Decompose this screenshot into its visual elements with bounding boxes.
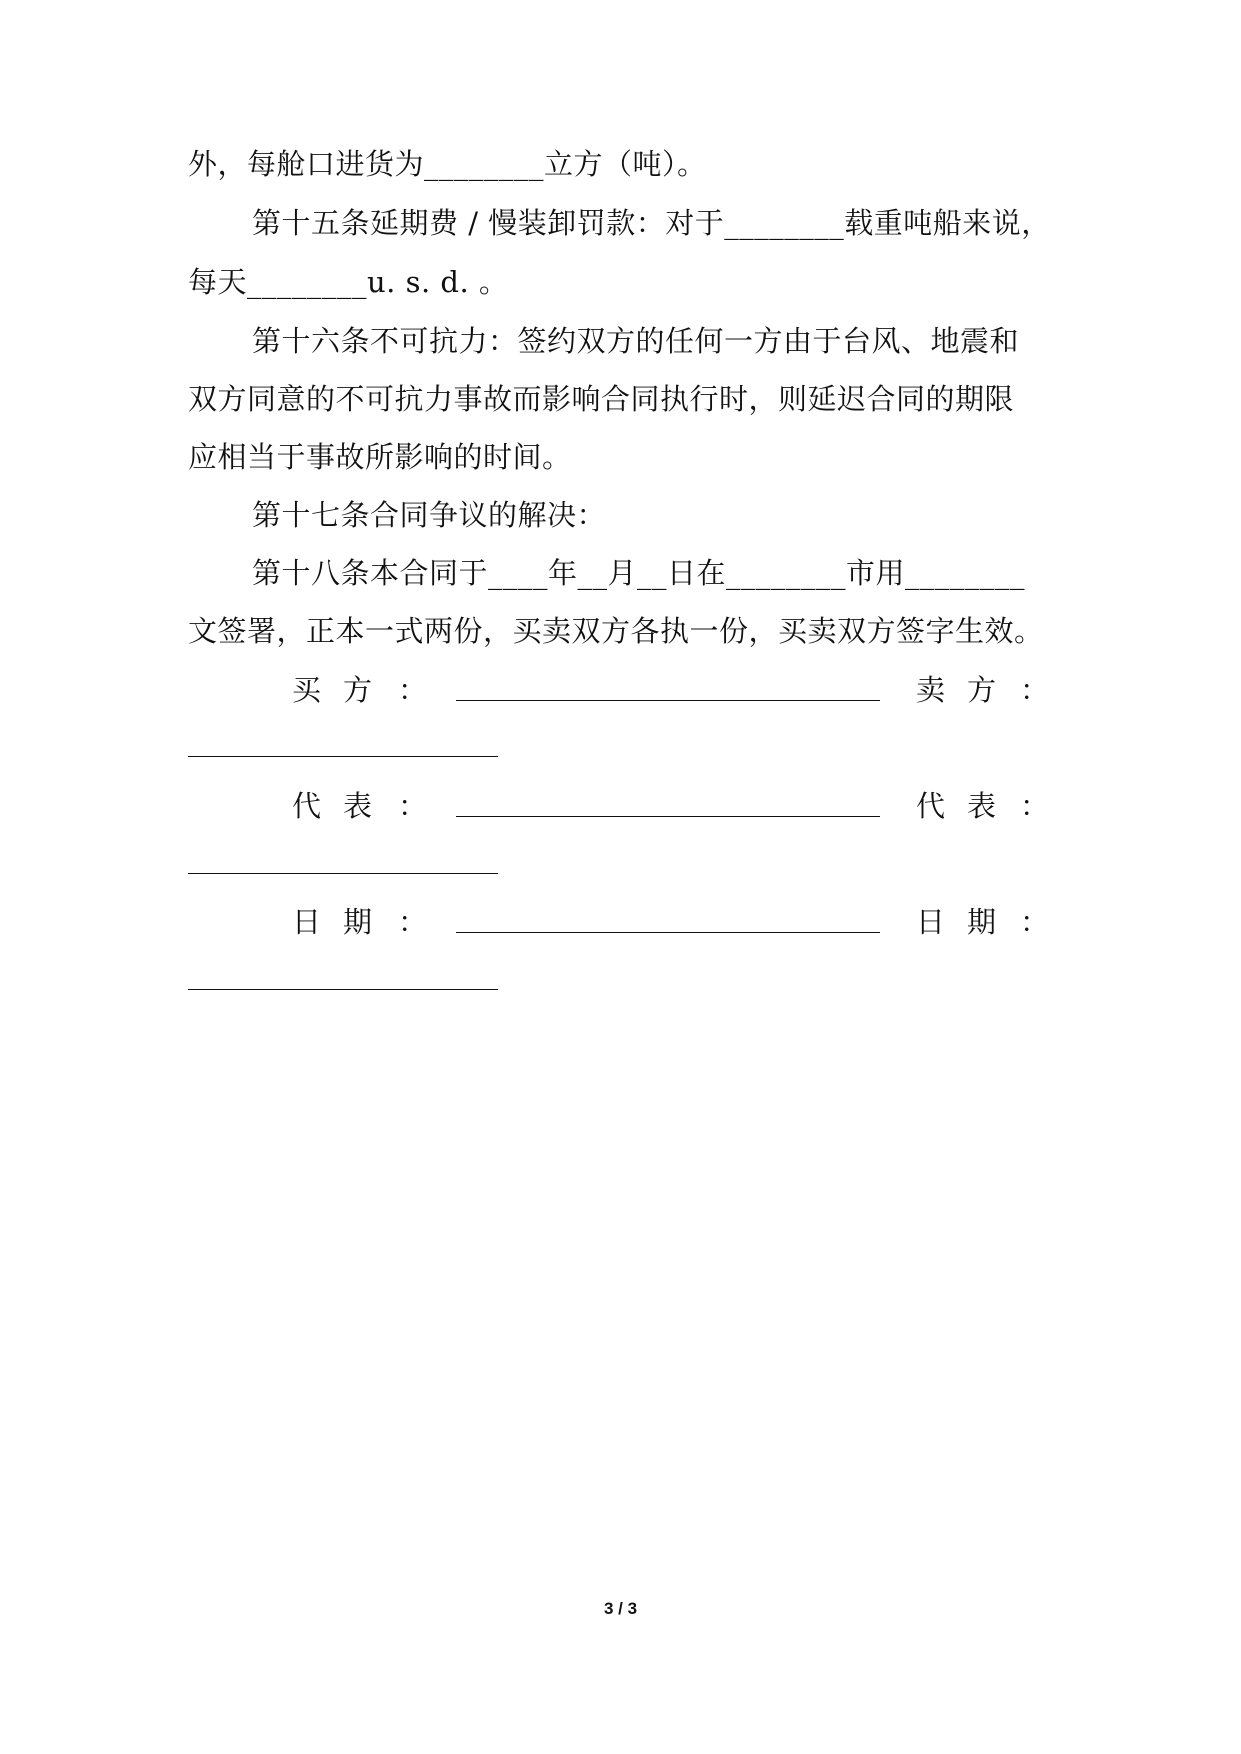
seller-date-label: 日期 [916, 905, 1019, 939]
buyer-date-label: 日期 [292, 905, 395, 939]
buyer-colon: ： [398, 673, 428, 707]
buyer-rep-label: 代表 [292, 789, 395, 823]
seller-colon: ： [1020, 673, 1050, 707]
signature-row-buyer-seller [188, 670, 1050, 710]
seller-date-blank[interactable] [188, 989, 498, 990]
signature-row-dates [188, 902, 1050, 942]
seller-rep-colon: ： [1020, 789, 1050, 823]
article-15-line-2: 每天________u. s. d. 。 [188, 265, 509, 299]
article-16-line-1: 第十六条不可抗力：签约双方的任何一方由于台风、地震和 [252, 324, 1020, 358]
seller-label: 卖方 [916, 673, 1019, 707]
article-18-line-1: 第十八条本合同于____年__月__日在________市用________ [252, 556, 1026, 590]
seller-rep-label: 代表 [916, 789, 1019, 823]
seller-signature-blank[interactable] [188, 756, 498, 757]
article-16-line-2: 双方同意的不可抗力事故而影响合同执行时，则延迟合同的期限 [188, 382, 1015, 416]
article-18-line-2: 文签署，正本一式两份，买卖双方各执一份，买卖双方签字生效。 [188, 614, 1044, 648]
buyer-date-colon: ： [398, 905, 428, 939]
signature-row-representatives [188, 786, 1050, 826]
seller-date-colon: ： [1020, 905, 1050, 939]
article-17-line-1: 第十七条合同争议的解决： [252, 498, 607, 532]
article-15-line-1: 第十五条延期费 / 慢装卸罚款：对于________载重吨船来说， [252, 206, 1051, 240]
article-16-line-3: 应相当于事故所影响的时间。 [188, 440, 572, 474]
page-number: 3 / 3 [603, 1599, 638, 1618]
buyer-rep-blank[interactable] [456, 816, 880, 817]
buyer-label: 买方 [292, 673, 395, 707]
seller-rep-blank[interactable] [188, 873, 498, 874]
paragraph-line: 外，每舱口进货为________立方（吨）。 [188, 147, 707, 181]
buyer-rep-colon: ： [398, 789, 428, 823]
buyer-signature-blank[interactable] [456, 700, 880, 701]
buyer-date-blank[interactable] [456, 932, 880, 933]
